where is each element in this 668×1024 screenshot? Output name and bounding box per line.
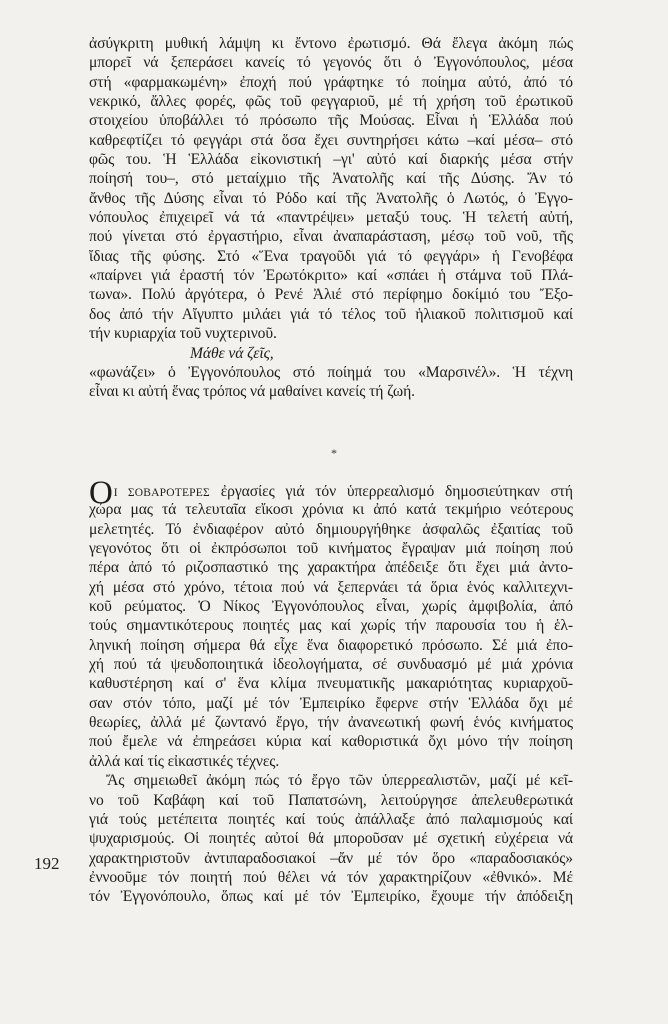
- text-line: μπορεῖ νά ξεπεράσει κανείς τό γεγονός ὅτι ὁ Ἐγγονόπουλος, μέσα: [89, 54, 573, 72]
- essay-section-2: [89, 475, 573, 907]
- text-line: εἶναι κι αὐτή ἕνας τρόπος νά μαθαίνει κανείς τή ζωή.: [89, 383, 415, 401]
- text-line: ἴδιας τῆς φύσης. Στό «Ἕνα τραγοῦδι γιά τό φεγγάρι» ἡ Γενοβέφα: [89, 247, 573, 265]
- essay-paragraph-1: [89, 34, 573, 402]
- text-line: καθυστέρηση καί σ' ἕνα κλίμα πνευματικῆς μακαριότητας κυριαρχοῦ-: [89, 675, 573, 693]
- text-line: χώρα μας τά τελευταῖα εἴκοσι χρόνια κι ἀπό κατά τεκμήριο νεότερους: [89, 501, 573, 519]
- text-line: νο τοῦ Καβάφη καί τοῦ Παπατσώνη, λειτούργησε ἀπελευθερωτικά: [89, 791, 573, 809]
- text-line: χή μέσα στό χρόνο, τέτοια πού νά ξεπερνάει τά ὅρια ἑνός καλλιτεχνι-: [89, 578, 573, 596]
- small-caps-lead: Ι ΣΟΒΑΡΟΤΕΡΕΣ: [113, 487, 210, 499]
- text-line: πέρα ἀπό τό ριζοσπαστικό της χαρακτήρα ἀπέδειξε ὅτι ἔχει μιά ἀντο-: [89, 559, 573, 577]
- text-line: «φωνάζει» ὁ Ἐγγονόπουλος στό ποίημά του «Μαρσινέλ». Ἡ τέχνη: [89, 363, 573, 381]
- text-line: τωνα». Πολύ ἀργότερα, ὁ Ρενέ Ἀλιέ στό περίφημο δοκίμιό του Ἔξο-: [89, 286, 573, 304]
- text-line: στή «φαρμακωμένη» ἐποχή πού γράφτηκε τό ποίημα αὐτό, ἀπό τό: [89, 73, 573, 91]
- text-line: πού γίνεται στό ἐργαστήριο, εἶναι ἀναπαράσταση, μέσῳ τοῦ νοῦ, τῆς: [89, 228, 573, 246]
- text-line: ληνική ποίηση σήμερα θά εἶχε ἕνα διαφορετικό πρόσωπο. Σέ μιά ἐπο-: [89, 636, 573, 654]
- text-line: καθρεφτίζει τό φεγγάρι στά ὅσα ἔχει συντηρήσει κάτω –καί μέσα– στό: [89, 131, 573, 149]
- text-line: στοιχείου ὑποβάλλει τό πρόσωπο τῆς Μούσας. Εἶναι ἡ Ἑλλάδα πού: [89, 112, 573, 130]
- text-line: χή πού τά ψευδοποιητικά ἰδεολογήματα, σέ συνδυασμό μέ μιά χρόνια: [89, 656, 573, 674]
- text-line: τόν Ἐγγονόπουλο, ὅπως καί μέ τόν Ἐμπειρίκο, ἔχουμε τήν ἀπόδειξη: [89, 888, 573, 906]
- page-number: 192: [34, 854, 60, 873]
- text-line: κοῦ ρεύματος. Ὁ Νίκος Ἐγγονόπουλος εἶναι, χωρίς ἀμφιβολία, ἀπό: [89, 598, 573, 616]
- text-line-rest: ἐργασίες γιά τόν ὑπερρεαλισμό δημοσιεύτηκαν στή: [209, 483, 573, 500]
- text-line: τούς σημαντικότερους ποιητές μας καί χωρίς τήν παρουσία του ἡ ἑλ-: [89, 617, 573, 635]
- text-line: γιά τούς μετέπειτα ποιητές καί τούς ἀπάλλαξε ἀπό παλαμισμούς καί: [89, 810, 573, 828]
- text-line: τήν κυριαρχία τοῦ νυχτερινοῦ.: [89, 325, 277, 343]
- text-line: ψυχαρισμούς. Οἱ ποιητές αὐτοί θά μποροῦσαν μέ σχετική εὐχέρεια νά: [89, 830, 573, 848]
- text-line: νόπουλος ἐπιχειρεῖ νά τά «παντρέψει» μεταξύ τους. Ἡ τελετή αὐτή,: [89, 209, 573, 227]
- drop-cap: Ο: [89, 475, 113, 511]
- text-line: πού ἔμελε νά ἐπηρεάσει κύρια καί καθοριστικά ὄχι μόνο τήν ποίηση: [89, 733, 573, 751]
- text-line: ἄνθος τῆς Δύσης εἶναι τό Ρόδο καί τῆς Ἀνατολῆς ὁ Λωτός, ὁ Ἐγγο-: [89, 189, 573, 207]
- text-line: ἀσύγκριτη μυθική λάμψη κι ἔντονο ἐρωτισμό. Θά ἔλεγα ἀκόμη πώς: [89, 35, 573, 52]
- text-line: Ἄς σημειωθεῖ ἀκόμη πώς τό ἔργο τῶν ὑπερρεαλιστῶν, μαζί μέ κεῖ-: [106, 772, 573, 790]
- text-line: χαρακτηριστοῦν ἀντιπαραδοσιακοί –ἄν μέ τόν ὅρο «παραδοσιακός»: [89, 849, 573, 867]
- text-line: ποίησή του–, στό μεταίχμιο τῆς Ἀνατολῆς καί τῆς Δύσης. Ἄν τό: [89, 170, 573, 188]
- text-line: ἐννοοῦμε τόν ποιητή πού θέλει νά τόν χαρακτηρίζουν «ἐθνικό». Μέ: [89, 868, 573, 886]
- text-line: δος ἀπό τήν Αἴγυπτο μιλάει γιά τό τέλος τοῦ ἡλιακοῦ πολιτισμοῦ καί: [89, 305, 573, 323]
- text-line: μελετητές. Τό ἐνδιαφέρον αὐτό δημιουργήθηκε ἀσφαλῶς ἐξαιτίας τοῦ: [89, 520, 573, 538]
- text-line: φῶς του. Ἡ Ἑλλάδα εἰκονιστική –γι' αὐτό καί διαρκής μέσα στήν: [89, 151, 573, 169]
- text-line: σαν στόν τόπο, μαζί μέ τόν Ἐμπειρίκο ἔφερνε στήν Ἑλλάδα ὄχι μέ: [89, 694, 573, 712]
- text-line: θεωρίες, ἀλλά μέ ζωντανό ἔργο, τήν ἀνανεωτική φωνή ἑνός κινήματος: [89, 714, 573, 732]
- text-line: νεκρικό, ἄλλες φορές, φῶς τοῦ φεγγαριοῦ, μέ τή χρήση τοῦ ἐρωτικοῦ: [89, 93, 573, 111]
- verse-quote: Μάθε νά ζεῖς,: [190, 344, 274, 362]
- text-line: ἀλλά καί τίς εἰκαστικές τέχνες.: [89, 752, 280, 770]
- section-separator: *: [331, 446, 337, 460]
- text-line: «παίρνει γιά ἐραστή τόν Ἐρωτόκριτο» καί «σπάει ἡ στάμνα τοῦ Πλά-: [89, 267, 573, 285]
- text-line: γεγονότος ὅτι οἱ ἐκπρόσωποι τοῦ κινήματος ἔγραψαν μιά ποίηση πού: [89, 540, 573, 558]
